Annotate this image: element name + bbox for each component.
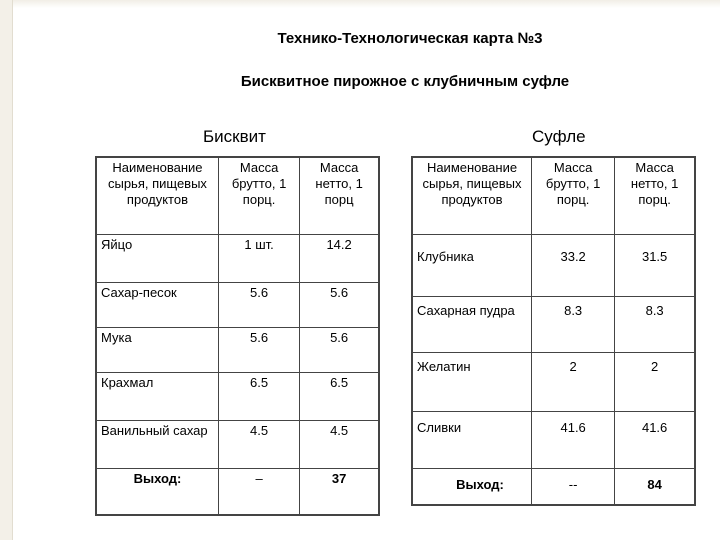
mass-netto: 5.6 bbox=[300, 283, 379, 328]
table-row bbox=[412, 235, 695, 297]
table-row bbox=[96, 235, 379, 283]
sufle-table bbox=[411, 156, 696, 506]
mass-brutto: 5.6 bbox=[218, 328, 299, 373]
ingredient-name: Клубника bbox=[412, 235, 532, 297]
mass-brutto: 41.6 bbox=[532, 412, 615, 469]
yield-netto: 84 bbox=[615, 469, 695, 505]
header-cell-name: Наименование сырья, пищевых продуктов bbox=[412, 157, 532, 235]
mass-brutto: 5.6 bbox=[218, 283, 299, 328]
mass-netto: 41.6 bbox=[615, 412, 695, 469]
yield-label: Выход: bbox=[412, 469, 532, 505]
header-cell-netto: Масса нетто, 1 порц. bbox=[615, 157, 695, 235]
biskvit-table bbox=[95, 156, 380, 516]
mass-netto: 4.5 bbox=[300, 421, 379, 469]
header-cell-name: Наименование сырья, пищевых продуктов bbox=[96, 157, 218, 235]
table-header-row bbox=[96, 157, 379, 235]
mass-brutto: 8.3 bbox=[532, 297, 615, 353]
mass-netto: 6.5 bbox=[300, 373, 379, 421]
ingredient-name: Сахарная пудра bbox=[412, 297, 532, 353]
slide-left-margin bbox=[0, 0, 13, 540]
table-row bbox=[412, 412, 695, 469]
mass-brutto: 4.5 bbox=[218, 421, 299, 469]
table-row bbox=[96, 421, 379, 469]
mass-netto: 14.2 bbox=[300, 235, 379, 283]
ingredient-name: Сахар-песок bbox=[96, 283, 218, 328]
table-row bbox=[96, 373, 379, 421]
table-row bbox=[412, 297, 695, 353]
section-title-sufle: Суфле bbox=[532, 127, 586, 146]
section-title-biskvit: Бисквит bbox=[203, 127, 266, 146]
header-cell-netto: Масса нетто, 1 порц bbox=[300, 157, 379, 235]
yield-row bbox=[96, 469, 379, 515]
ingredient-name: Сливки bbox=[412, 412, 532, 469]
mass-netto: 8.3 bbox=[615, 297, 695, 353]
mass-netto: 2 bbox=[615, 353, 695, 412]
table-row bbox=[96, 328, 379, 373]
slide-top-edge bbox=[0, 0, 720, 8]
ingredient-name: Ванильный сахар bbox=[96, 421, 218, 469]
ingredient-name: Желатин bbox=[412, 353, 532, 412]
card-title: Технико-Технологическая карта №3 bbox=[277, 30, 543, 47]
ingredient-name: Крахмал bbox=[96, 373, 218, 421]
mass-netto: 5.6 bbox=[300, 328, 379, 373]
mass-brutto: 1 шт. bbox=[218, 235, 299, 283]
mass-brutto: 6.5 bbox=[218, 373, 299, 421]
header-cell-brutto: Масса брутто, 1 порц. bbox=[218, 157, 299, 235]
yield-row bbox=[412, 469, 695, 505]
table-row bbox=[96, 283, 379, 328]
yield-label: Выход: bbox=[96, 469, 218, 515]
dish-name: Бисквитное пирожное с клубничным суфле bbox=[240, 73, 570, 90]
yield-brutto: – bbox=[218, 469, 299, 515]
table-header-row bbox=[412, 157, 695, 235]
ingredient-name: Мука bbox=[96, 328, 218, 373]
mass-brutto: 33.2 bbox=[532, 235, 615, 297]
ingredient-name: Яйцо bbox=[96, 235, 218, 283]
mass-brutto: 2 bbox=[532, 353, 615, 412]
table-row bbox=[412, 353, 695, 412]
mass-netto: 31.5 bbox=[615, 235, 695, 297]
header-cell-brutto: Масса брутто, 1 порц. bbox=[532, 157, 615, 235]
yield-netto: 37 bbox=[300, 469, 379, 515]
yield-brutto: -- bbox=[532, 469, 615, 505]
